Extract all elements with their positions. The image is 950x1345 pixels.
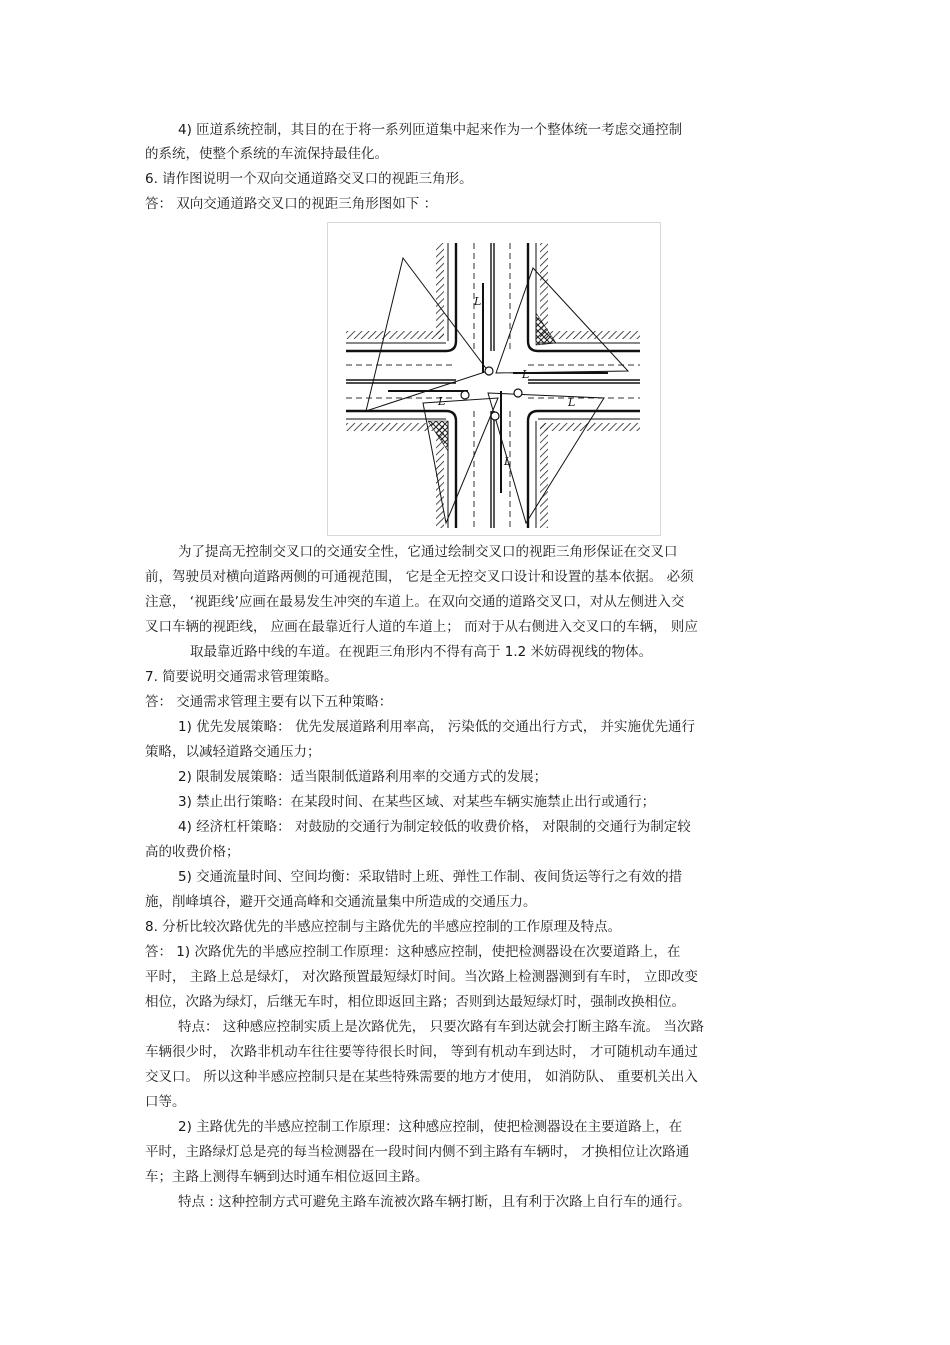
center-lines (346, 243, 640, 528)
text-line: 答： 1) 次路优先的半感应控制工作原理：这种感应控制，使把检测器设在次要道路上，在 (145, 944, 681, 960)
text-line: 取最靠近路中线的车道。在视距三角形内不得有高于 1.2 米妨碍视线的物体。 (190, 644, 653, 660)
road-edges (346, 243, 640, 528)
text-line: 为了提高无控制交叉口的交通安全性，它通过绘制交叉口的视距三角形保证在交叉口 (178, 544, 678, 560)
label-l: L (474, 295, 482, 308)
lane-dashes (346, 243, 640, 528)
vehicle-paths (388, 283, 608, 493)
text-line: 3) 禁止出行策略：在某段时间、在某些区域、对某些车辆实施禁止出行或通行； (178, 794, 656, 810)
text-line: 施，削峰填谷，避开交通高峰和交通流量集中所造成的交通压力。 (145, 894, 537, 910)
text-line: 2) 主路优先的半感应控制工作原理：这种感应控制，使把检测器设在主要道路上，在 (178, 1119, 683, 1135)
text-line: 平时， 主路上总是绿灯， 对次路预置最短绿灯时间。当次路上检测器测到有车时， 立即改变 (145, 969, 698, 985)
text-line: 车；主路上测得车辆到达时通车相位返回主路。 (145, 1169, 429, 1185)
distance-labels (437, 295, 575, 468)
text-line: 4) 经济杠杆策略： 对鼓励的交通行为制定较低的收费价格， 对限制的交通行为制定较 (178, 819, 691, 835)
text-line: 前，驾驶员对横向道路两侧的可通视范围， 它是全无控交叉口设计和设置的基本依据。 必须 (145, 569, 694, 585)
text-line: 的系统，使整个系统的车流保持最佳化。 (145, 146, 388, 162)
text-line: 车辆很少时， 次路非机动车往往要等待很长时间， 等到有机动车到达时， 才可随机动车通过 (145, 1044, 698, 1060)
text-line: 注意， ‘视距线’应画在最易发生冲突的车道上。在双向交通的道路交叉口，对从左侧进入交 (145, 594, 685, 610)
text-line: 策略，以减轻道路交通压力； (145, 744, 321, 760)
text-line: 特点： 这种感应控制实质上是次路优先， 只要次路有车到达就会打断主路车流。 当次路 (178, 1019, 704, 1035)
label-l: L (522, 368, 530, 381)
text-line: 8. 分析比较次路优先的半感应控制与主路优先的半感应控制的工作原理及特点。 (145, 919, 622, 935)
text-line: 交叉口。 所以这种半感应控制只是在某些特殊需要的地方才使用， 如消防队、 重要机关出入 (145, 1069, 698, 1085)
text-line: 1) 优先发展策略： 优先发展道路利用率高， 污染低的交通出行方式， 并实施优先通行 (178, 719, 696, 735)
text-line: 2) 限制发展策略：适当限制低道路利用率的交通方式的发展； (178, 769, 548, 785)
triangle-hatch-areas (428, 313, 556, 451)
curb-hatching (346, 243, 640, 528)
text-line: 特点 : 这种控制方式可避免主路车流被次路车辆打断，且有利于次路上自行车的通行。 (178, 1194, 691, 1210)
text-line: 4) 匝道系统控制，其目的在于将一系列匝道集中起来作为一个整体统一考虑交通控制 (178, 122, 683, 138)
label-l: L (438, 395, 446, 408)
text-line: 平时，主路绿灯总是亮的每当检测器在一段时间内侧不到主路有车辆时， 才换相位让次路通 (145, 1144, 690, 1160)
label-l: L (568, 396, 576, 409)
text-line: 7. 简要说明交通需求管理策略。 (145, 669, 338, 685)
text-line: 高的收费价格； (145, 844, 240, 860)
text-line: 6. 请作图说明一个双向交通道路交叉口的视距三角形。 (145, 171, 473, 187)
sight-distance-triangle-figure (327, 222, 661, 536)
text-line: 5) 交通流量时间、空间均衡：采取错时上班、弹性工作制、夜间货运等行之有效的措 (178, 869, 683, 885)
text-line: 答： 双向交通道路交叉口的视距三角形图如下 ： (145, 196, 438, 212)
text-line: 叉口车辆的视距线， 应画在最靠近行人道的车道上； 而对于从右侧进入交叉口的车辆， 则应 (145, 619, 698, 635)
intersection-diagram (328, 223, 660, 535)
text-line: 相位，次路为绿灯，后继无车时，相位即返回主路；否则到达最短绿灯时，强制改换相位。 (145, 994, 685, 1010)
text-line: 答： 交通需求管理主要有以下五种策略： (145, 694, 393, 710)
label-l: L (504, 455, 512, 468)
text-line: 口等。 (145, 1094, 186, 1110)
